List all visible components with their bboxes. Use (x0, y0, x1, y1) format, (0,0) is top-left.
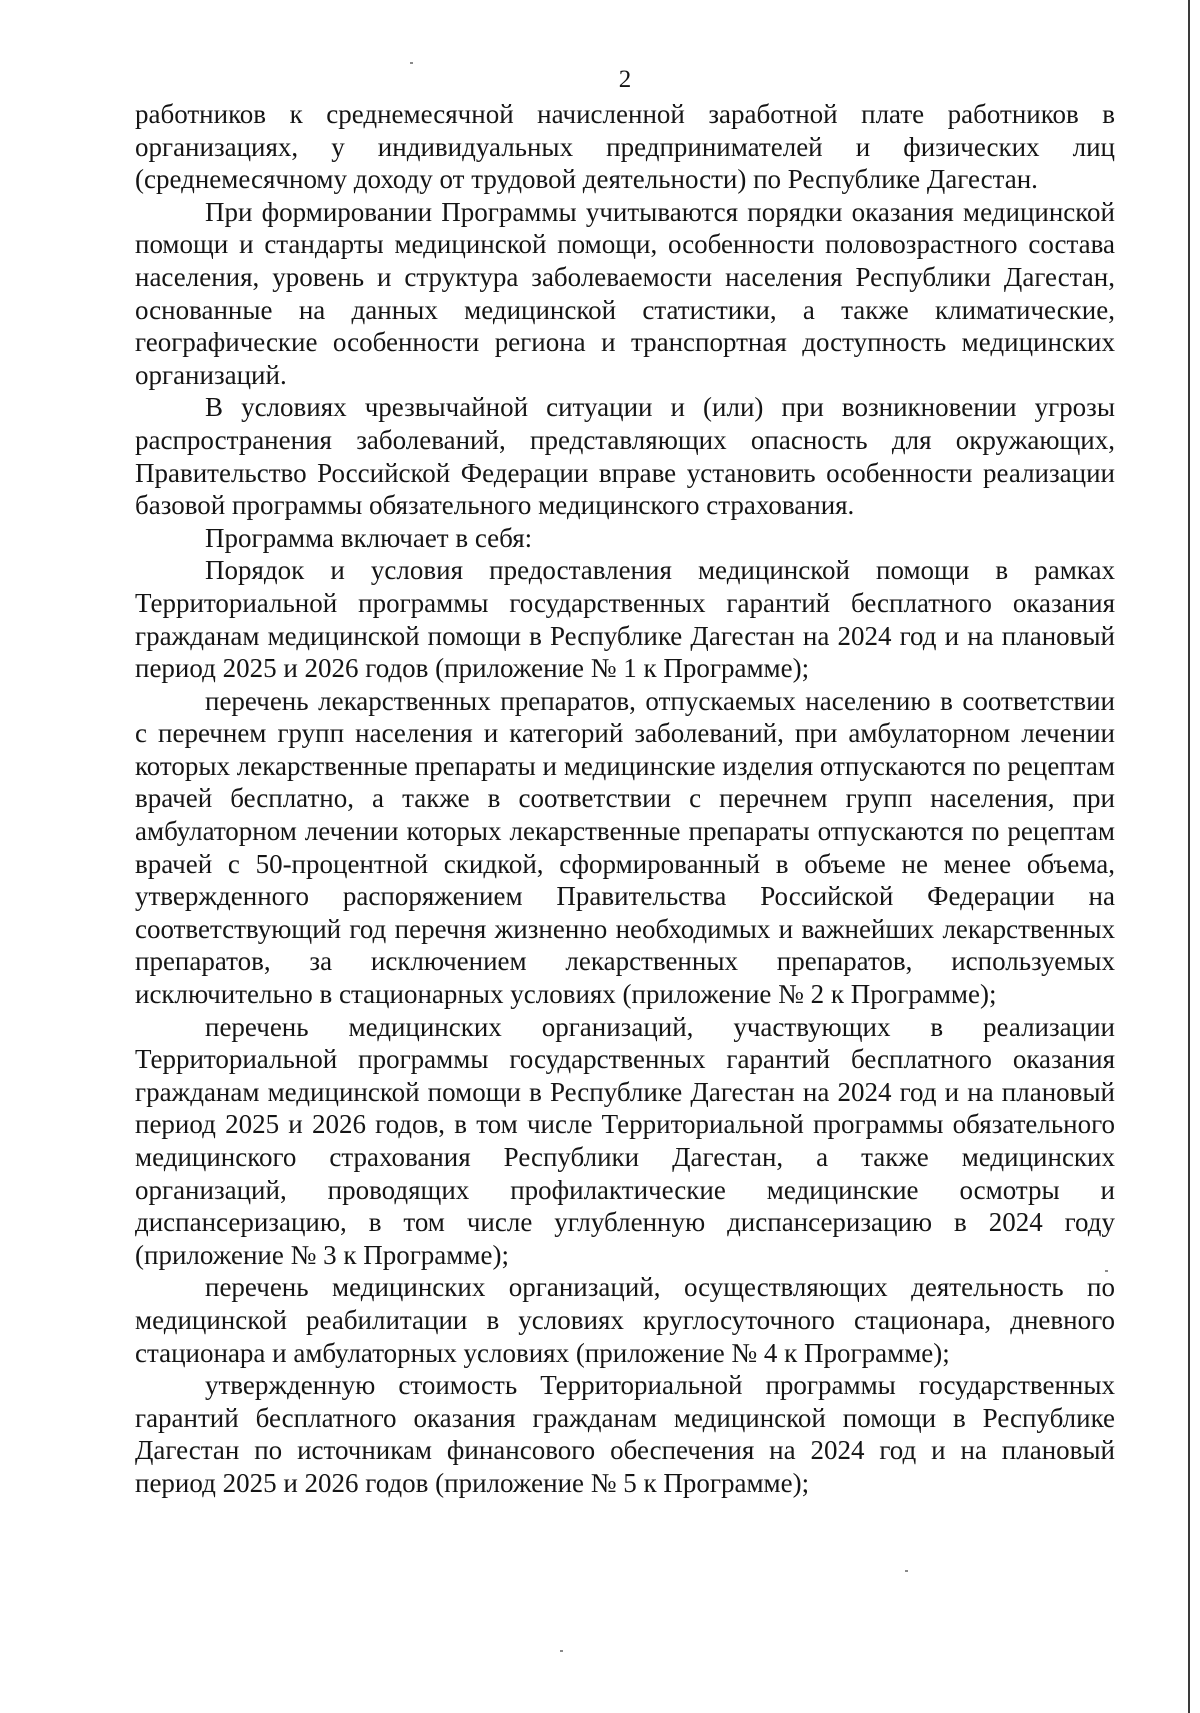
paragraph-7: перечень медицинских организаций, участвующих в реализации Территориальной программы государственных гарантий бесплатного оказания гражданам медицинской помощи в Республике Дагестан на 2024 год и на плановый период 2025 и 2026 годов, в том числе Территориальной программы обязательного медицинского страхования Республики Дагестан, а также медицинских организаций, проводящих профилактические медицинские осмотры и диспансеризацию, в том числе углубленную диспансеризацию в 2024 году (приложение № 3 к Программе); (135, 1011, 1115, 1270)
paragraph-6: перечень лекарственных препаратов, отпускаемых населению в соответствии с перечнем групп населения и категорий заболеваний, при амбулаторном лечении которых лекарственные препараты и медицинские изделия отпускаются по рецептам врачей бесплатно, а также в соответствии с перечнем групп населения, при амбулаторном лечении которых лекарственные препараты отпускаются по рецептам врачей с 50-процентной скидкой, сформированный в объеме не менее объема, утвержденного распоряжением Правительства Российской Федерации на соответствующий год перечня жизненно необходимых и важнейших лекарственных препаратов, за исключением лекарственных препаратов, используемых исключительно в стационарных условиях (приложение № 2 к Программе); (135, 685, 1115, 1010)
paragraph-2: При формировании Программы учитываются порядки оказания медицинской помощи и стандарты медицинской помощи, особенности половозрастного состава населения, уровень и структура заболеваемости населения Республики Дагестан, основанные на данных медицинской статистики, а также климатические, географические особенности региона и транспортная доступность медицинских организаций. (135, 196, 1115, 390)
paragraph-4: Программа включает в себя: (205, 522, 533, 553)
scan-speck (410, 62, 413, 64)
document-body (135, 98, 1115, 1500)
scan-speck (905, 1570, 908, 1572)
page-number: 2 (618, 66, 632, 93)
paragraph-9: утвержденную стоимость Территориальной программы государственных гарантий бесплатного оказания гражданам медицинской помощи в Республике Дагестан по источникам финансового обеспечения на 2024 год и на плановый период 2025 и 2026 годов (приложение № 5 к Программе); (135, 1370, 1115, 1498)
paragraph-3: В условиях чрезвычайной ситуации и (или) при возникновении угрозы распространения заболеваний, представляющих опасность для окружающих, Правительство Российской Федерации вправе установить особенности реализации базовой программы обязательного медицинского страхования. (135, 392, 1115, 521)
scan-speck (1105, 1270, 1108, 1272)
paragraph-8: перечень медицинских организаций, осуществляющих деятельность по медицинской реабилитации в условиях круглосуточного стационара, дневного стационара и амбулаторных условиях (приложение № 4 к Программе); (135, 1272, 1115, 1368)
scan-edge (1188, 0, 1190, 1713)
paragraph-5: Порядок и условия предоставления медицинской помощи в рамках Территориальной программы государственных гарантий бесплатного оказания гражданам медицинской помощи в Республике Дагестан на 2024 год и на плановый период 2025 и 2026 годов (приложение № 1 к Программе); (135, 555, 1115, 684)
paragraph-1: работников к среднемесячной начисленной заработной плате работников в организациях, у индивидуальных предпринимателей и физических лиц (среднемесячному доходу от трудовой деятельности) по Республике Дагестан. (135, 99, 1115, 195)
scan-speck (560, 1650, 563, 1652)
